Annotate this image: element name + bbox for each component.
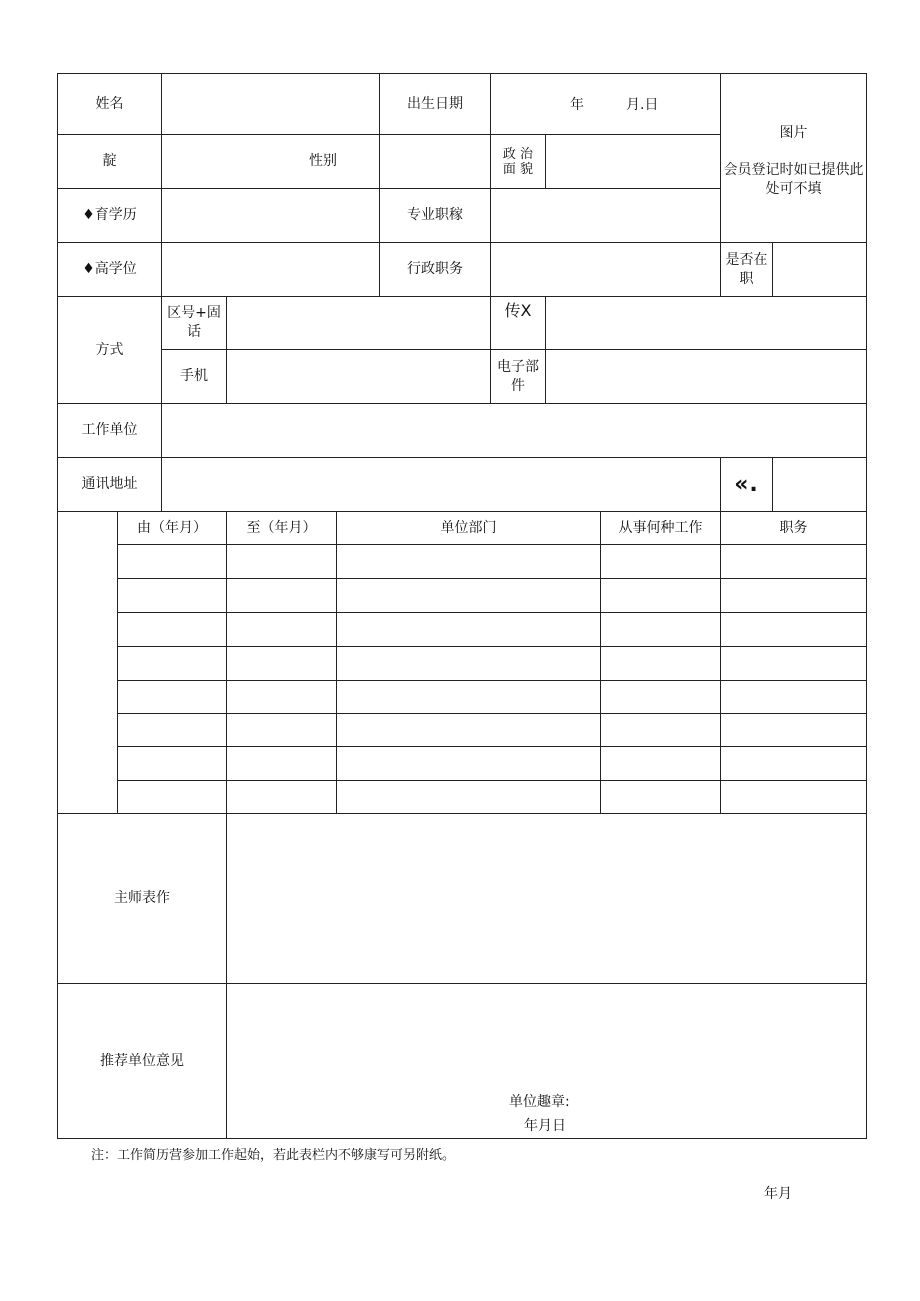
political-status-field[interactable] — [545, 134, 721, 189]
table-cell[interactable] — [117, 646, 227, 681]
fax-label: 传X — [490, 296, 546, 350]
table-cell[interactable] — [117, 680, 227, 714]
landline-field[interactable] — [226, 296, 491, 350]
professional-title-field[interactable] — [490, 188, 721, 243]
work-history-header-work: 从事何种工作 — [600, 511, 721, 545]
table-cell[interactable] — [600, 780, 721, 814]
table-cell[interactable] — [226, 646, 337, 681]
postcode-label: «. — [720, 457, 773, 512]
photo-box[interactable] — [720, 73, 867, 243]
education-field[interactable] — [161, 188, 380, 243]
landline-label: 区号+固话 — [161, 296, 227, 350]
table-cell[interactable] — [336, 780, 601, 814]
admin-position-label: 行政职务 — [379, 242, 491, 297]
table-cell[interactable] — [720, 612, 867, 647]
degree-field[interactable] — [161, 242, 380, 297]
professional-title-label: 专业职稼 — [379, 188, 491, 243]
table-cell[interactable] — [226, 746, 337, 781]
representative-works-label: 主师表作 — [57, 813, 227, 984]
table-cell[interactable] — [720, 746, 867, 781]
footer-note: 注：工作简历营参加工作起始，若此表栏内不够康写可另附纸。 — [91, 1148, 456, 1163]
table-cell[interactable] — [336, 544, 601, 579]
row2-label: 靛 — [57, 134, 162, 189]
recommendation-label: 推荐单位意见 — [57, 983, 227, 1139]
table-cell[interactable] — [600, 544, 721, 579]
table-cell[interactable] — [336, 746, 601, 781]
mobile-field[interactable] — [226, 349, 491, 404]
table-cell[interactable] — [117, 746, 227, 781]
name-field[interactable] — [161, 73, 380, 135]
email-field[interactable] — [545, 349, 867, 404]
table-cell[interactable] — [226, 578, 337, 613]
table-cell[interactable] — [720, 646, 867, 681]
work-history-header-unit: 单位部门 — [336, 511, 601, 545]
work-history-header-position: 职务 — [720, 511, 867, 545]
table-cell[interactable] — [117, 578, 227, 613]
recommendation-date-label: 年月日 — [524, 1118, 566, 1134]
table-cell[interactable] — [226, 713, 337, 747]
table-cell[interactable] — [226, 544, 337, 579]
admin-position-field[interactable] — [490, 242, 721, 297]
photo-title: 图片 — [779, 124, 808, 141]
employed-field[interactable] — [772, 242, 867, 297]
table-cell[interactable] — [117, 612, 227, 647]
table-cell[interactable] — [600, 746, 721, 781]
footer-date: 年月 — [764, 1186, 792, 1202]
workplace-field[interactable] — [161, 403, 867, 458]
education-label: ♦育学历 — [57, 188, 162, 243]
table-cell[interactable] — [720, 780, 867, 814]
table-cell[interactable] — [720, 578, 867, 613]
photo-note: 会员登记时如已提供此处可不填 — [723, 161, 864, 197]
table-cell[interactable] — [117, 544, 227, 579]
employed-label: 是否在职 — [720, 242, 773, 297]
table-cell[interactable] — [226, 680, 337, 714]
birth-date-label: 出生日期 — [379, 73, 491, 135]
table-cell[interactable] — [600, 680, 721, 714]
representative-works-field[interactable] — [226, 813, 867, 984]
workplace-label: 工作单位 — [57, 403, 162, 458]
table-cell[interactable] — [720, 544, 867, 579]
degree-label: ♦高学位 — [57, 242, 162, 297]
table-cell[interactable] — [600, 578, 721, 613]
table-cell[interactable] — [720, 680, 867, 714]
table-cell[interactable] — [226, 612, 337, 647]
work-history-header-from: 由（年月） — [117, 511, 227, 545]
recommendation-field[interactable] — [226, 983, 867, 1139]
mobile-label: 手机 — [161, 349, 227, 404]
address-label: 通讯地址 — [57, 457, 162, 512]
table-cell[interactable] — [336, 612, 601, 647]
table-cell[interactable] — [336, 646, 601, 681]
name-label: 姓名 — [57, 73, 162, 135]
contact-label: 方式 — [57, 296, 162, 404]
work-history-header-to: 至（年月） — [226, 511, 337, 545]
gender-label: 性别 — [161, 134, 380, 189]
birth-date-field[interactable] — [490, 73, 721, 135]
work-history-side-label — [57, 511, 118, 814]
table-cell[interactable] — [226, 780, 337, 814]
table-cell[interactable] — [336, 680, 601, 714]
political-status-label: 政 治 面 貌 — [490, 134, 546, 189]
birth-monthday-label: 月.日 — [626, 97, 659, 113]
table-cell[interactable] — [336, 713, 601, 747]
address-field[interactable] — [161, 457, 721, 512]
table-cell[interactable] — [600, 612, 721, 647]
table-cell[interactable] — [600, 646, 721, 681]
unit-seal-label: 单位趣章: — [509, 1094, 570, 1110]
birth-year-label: 年 — [570, 97, 584, 113]
table-cell[interactable] — [600, 713, 721, 747]
email-label: 电子部件 — [490, 349, 546, 404]
gender-field[interactable] — [379, 134, 491, 189]
table-cell[interactable] — [117, 780, 227, 814]
postcode-field[interactable] — [772, 457, 867, 512]
table-cell[interactable] — [336, 578, 601, 613]
fax-field[interactable] — [545, 296, 867, 350]
table-cell[interactable] — [117, 713, 227, 747]
table-cell[interactable] — [720, 713, 867, 747]
